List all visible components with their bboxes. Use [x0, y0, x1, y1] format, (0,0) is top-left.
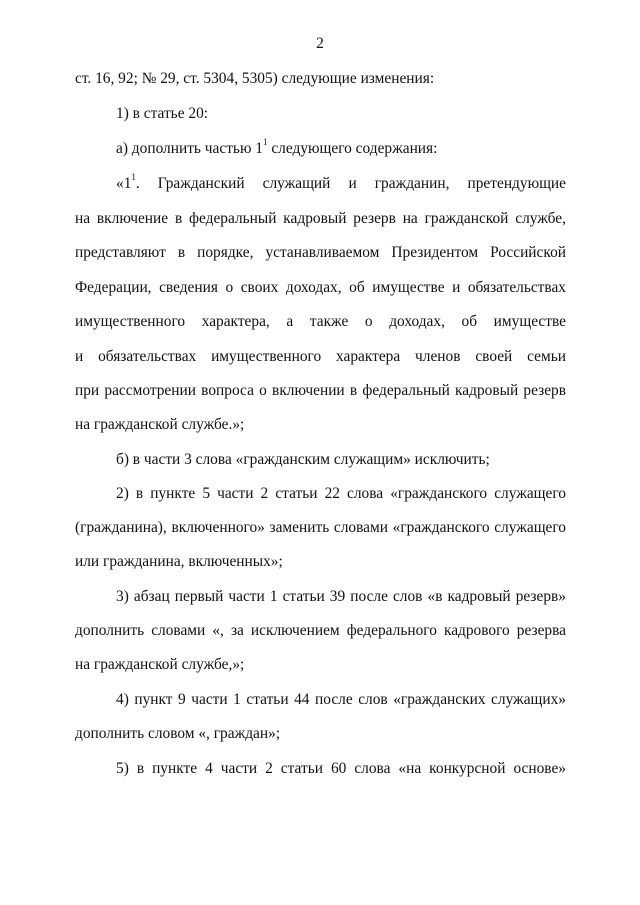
text-line: «$1^1$. Гражданский служащий и гражданин, претендующие [116, 171, 566, 192]
text-line: б) в части 3 слова «гражданским служащим» исключить; [116, 451, 490, 468]
text-line: 3) абзац первый части 1 статьи 39 после слов «в кадровый резерв» [116, 588, 566, 605]
text-line: а) дополнить частью $1^1$ следующего содержания: [116, 136, 438, 157]
text-line: Федерации, сведения о своих доходах, об имуществе и обязательствах [75, 279, 566, 296]
text-line: представляют в порядке, устанавливаемом Президентом Российской [75, 244, 566, 261]
text-line: ст. 16, 92; № 29, ст. 5304, 5305) следующие изменения: [75, 70, 435, 87]
text-line: (гражданина), включенного» заменить словами «гражданского служащего [75, 519, 566, 536]
text-line: имущественного характера, а также о доходах, об имуществе [75, 313, 566, 330]
text-line: 2) в пункте 5 части 2 статьи 22 слова «гражданского служащего [116, 485, 566, 502]
text-line: или гражданина, включенных»; [75, 553, 283, 570]
text-line: на включение в федеральный кадровый резерв на гражданской службе, [75, 210, 566, 227]
page-number: 2 [316, 35, 324, 52]
text-line: при рассмотрении вопроса о включении в федеральный кадровый резерв [75, 382, 566, 399]
text-line: 5) в пункте 4 части 2 статьи 60 слова «на конкурсной основе» [116, 760, 566, 777]
text-line: на гражданской службе.»; [75, 416, 245, 433]
text-line: дополнить словом «, граждан»; [75, 725, 281, 742]
text-line: дополнить словами «, за исключением федерального кадрового резерва [75, 622, 566, 639]
text-line: 4) пункт 9 части 1 статьи 44 после слов «гражданских служащих» [116, 691, 566, 708]
text-line: на гражданской службе,»; [75, 656, 245, 673]
text-line: 1) в статье 20: [116, 105, 209, 122]
text-line: и обязательствах имущественного характера членов своей семьи [75, 348, 566, 365]
